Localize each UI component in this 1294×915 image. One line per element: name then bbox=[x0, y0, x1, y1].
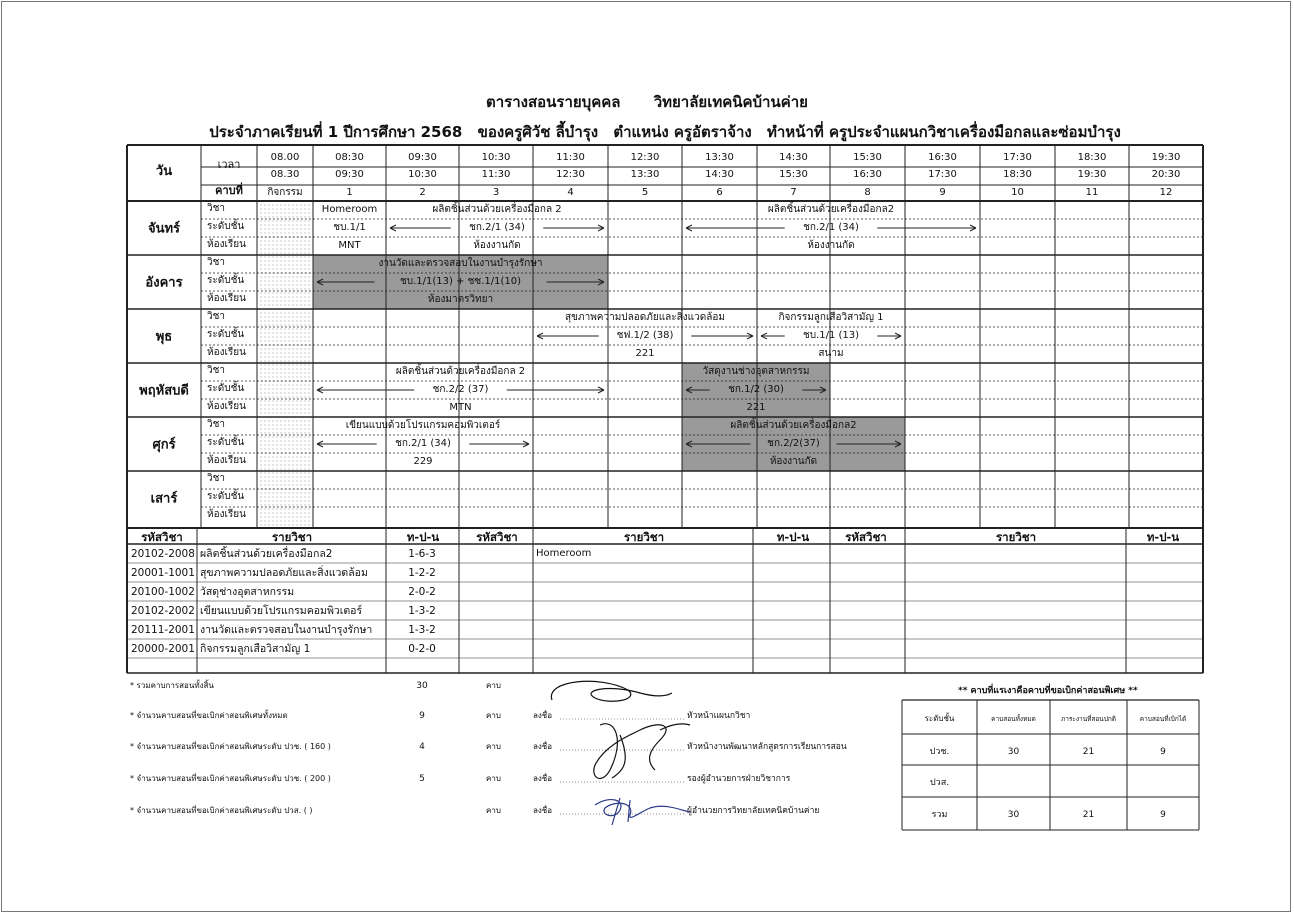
session-level: ชฟ.1/2 (38) bbox=[616, 330, 674, 341]
special-header: คาบสอนทั้งหมด bbox=[991, 715, 1036, 723]
signer-role: หัวหน้าแผนกวิชา bbox=[687, 711, 751, 721]
row-label: ระดับชั้น bbox=[207, 275, 245, 286]
duty-text: ทำหน้าที่ ครูประจำแผนกวิชาเครื่องมือกลและซ่อมบำรุง bbox=[767, 123, 1121, 141]
time-start: 11:30 bbox=[556, 152, 585, 163]
time-start: 09:30 bbox=[408, 152, 437, 163]
special-header: ระดับชั้น bbox=[924, 714, 955, 723]
special-cell: 9 bbox=[1160, 747, 1166, 757]
subject-code-header: รหัสวิชา bbox=[141, 530, 183, 544]
time-end: 17:30 bbox=[928, 169, 957, 180]
signer-role: รองผู้อำนวยการฝ่ายวิชาการ bbox=[687, 774, 791, 784]
time-end: 19:30 bbox=[1077, 169, 1107, 180]
shade-note: ** คาบที่แรเงาคือคาบที่ขอเบิกค่าสอนพิเศษ ** bbox=[958, 686, 1138, 696]
time-header: เวลา bbox=[217, 158, 241, 171]
sign-label: ลงชื่อ bbox=[533, 806, 553, 815]
subject-hours: 2-0-2 bbox=[408, 586, 436, 598]
session-level: ชก.2/1 (34) bbox=[803, 222, 859, 233]
special-header: คาบสอนที่เบิกได้ bbox=[1139, 715, 1187, 723]
subject-name: งานวัดและตรวจสอบในงานบำรุงรักษา bbox=[200, 624, 373, 636]
row-label: ห้องเรียน bbox=[207, 293, 246, 304]
summary-value: 9 bbox=[419, 711, 425, 721]
session-subject: งานวัดและตรวจสอบในงานบำรุงรักษา bbox=[378, 258, 543, 269]
time-end: 11:30 bbox=[481, 169, 511, 180]
row-label: ห้องเรียน bbox=[207, 401, 246, 412]
session-room: ห้องงานกัด bbox=[769, 456, 818, 467]
row-label: ห้องเรียน bbox=[207, 509, 246, 520]
semester-text: ประจำภาคเรียนที่ 1 ปีการศึกษา 2568 bbox=[209, 123, 463, 141]
time-end: 20:30 bbox=[1151, 169, 1181, 180]
session-level: ชก.2/2 (37) bbox=[432, 384, 489, 395]
time-end: 18:30 bbox=[1003, 169, 1032, 180]
special-header: ภาระงานที่สอนปกติ bbox=[1060, 715, 1117, 723]
summary-label: * รวมคาบการสอนทั้งสิ้น bbox=[130, 681, 214, 690]
day-label: พฤหัสบดี bbox=[139, 383, 189, 399]
session-subject: Homeroom bbox=[321, 204, 378, 215]
time-start: 08:30 bbox=[335, 152, 364, 163]
period-number: 10 bbox=[1011, 187, 1024, 198]
sign-label: ลงชื่อ bbox=[533, 711, 553, 720]
summary-label: * จำนวนคาบสอนที่ขอเบิกค่าสอนพิเศษระดับ ปวช. ( 160 ) bbox=[130, 742, 331, 751]
time-start: 10:30 bbox=[481, 152, 511, 163]
row-label: ระดับชั้น bbox=[207, 221, 245, 232]
time-end: 16:30 bbox=[853, 169, 882, 180]
subject-hours: 1-3-2 bbox=[408, 624, 436, 636]
time-start: 13:30 bbox=[705, 152, 734, 163]
sign-label: ลงชื่อ bbox=[533, 774, 553, 783]
activity-column-shade bbox=[257, 201, 313, 528]
college-name: วิทยาลัยเทคนิคบ้านค่าย bbox=[653, 93, 808, 111]
session-subject: ผลิตชิ้นส่วนด้วยเครื่องมือกล2 bbox=[730, 420, 857, 431]
day-label: จันทร์ bbox=[147, 221, 181, 237]
subject-code-header-2: รหัสวิชา bbox=[476, 530, 518, 544]
row-label: วิชา bbox=[207, 419, 226, 430]
session-room: MTN bbox=[449, 402, 472, 413]
session-room: 221 bbox=[746, 402, 766, 413]
session-level: ชก.1/2 (30) bbox=[728, 384, 784, 395]
time-start: 16:30 bbox=[928, 152, 957, 163]
position-text: ตำแหน่ง ครูอัตราจ้าง bbox=[613, 123, 752, 141]
time-start: 18:30 bbox=[1077, 152, 1107, 163]
special-cell: 30 bbox=[1007, 747, 1020, 757]
session-subject: กิจกรรมลูกเสือวิสามัญ 1 bbox=[778, 312, 884, 323]
time-end: 13:30 bbox=[630, 169, 660, 180]
special-cell: ปวส. bbox=[929, 778, 950, 788]
summary-unit: คาบ bbox=[486, 711, 501, 720]
subject-hours: 0-2-0 bbox=[408, 643, 436, 655]
session-room: ห้องมาตรวิทยา bbox=[427, 294, 494, 305]
special-cell: ปวช. bbox=[929, 747, 950, 757]
row-label: วิชา bbox=[207, 365, 226, 376]
period-number: 8 bbox=[864, 187, 871, 198]
period-number: กิจกรรม bbox=[267, 187, 303, 198]
session-level: ชก.2/1 (34) bbox=[395, 438, 451, 449]
session-room: 221 bbox=[635, 348, 655, 359]
special-cell: 21 bbox=[1082, 747, 1095, 757]
subject-hours-header: ท-ป-น bbox=[406, 530, 440, 544]
session-subject: ผลิตชิ้นส่วนด้วยเครื่องมือกล2 bbox=[767, 204, 895, 215]
special-cell: 21 bbox=[1082, 810, 1095, 820]
summary-unit: คาบ bbox=[486, 742, 501, 751]
period-number: 3 bbox=[492, 187, 500, 198]
title-text: ตารางสอนรายบุคคล bbox=[486, 93, 621, 111]
special-cell: 30 bbox=[1007, 810, 1020, 820]
session-level: ชบ.1/1 (13) bbox=[802, 330, 860, 341]
subject-code: 20001-1001 bbox=[131, 567, 195, 579]
subject-hours-header-2: ท-ป-น bbox=[776, 530, 810, 544]
subject-name-header-3: รายวิชา bbox=[995, 530, 1037, 544]
day-header: วัน bbox=[155, 164, 173, 179]
session-subject: ผลิตชิ้นส่วนด้วยเครื่องมือกล 2 bbox=[395, 366, 526, 377]
subject-name-header-2: รายวิชา bbox=[623, 530, 665, 544]
session-level: ชก.2/1 (34) bbox=[469, 222, 525, 233]
row-label: วิชา bbox=[207, 311, 226, 322]
row-label: วิชา bbox=[207, 203, 226, 214]
subject-name: สุขภาพความปลอดภัยและสิ่งแวดล้อม bbox=[200, 567, 368, 579]
teacher-name: ของครูศิวัช ลี้บำรุง bbox=[477, 123, 599, 141]
subject-hours: 1-3-2 bbox=[408, 605, 436, 617]
session-subject: ผลิตชิ้นส่วนด้วยเครื่องมือกล 2 bbox=[432, 204, 562, 215]
row-label: ระดับชั้น bbox=[207, 491, 245, 502]
period-number: 9 bbox=[939, 187, 946, 198]
row-label: ระดับชั้น bbox=[207, 383, 245, 394]
subject-name: กิจกรรมลูกเสือวิสามัญ 1 bbox=[200, 643, 311, 655]
session-room: สนาม bbox=[818, 348, 844, 359]
time-start: 08.00 bbox=[270, 152, 300, 163]
special-cell: รวม bbox=[931, 810, 948, 820]
period-number: 4 bbox=[567, 187, 574, 198]
subject-name: วัสดุช่างอุตสาหกรรม bbox=[200, 586, 295, 598]
session-level: ชก.2/2(37) bbox=[767, 438, 820, 449]
subject-code: 20111-2001 bbox=[131, 624, 195, 636]
subject-hours-header-3: ท-ป-น bbox=[1146, 530, 1180, 544]
row-label: ห้องเรียน bbox=[207, 455, 246, 466]
time-start: 12:30 bbox=[630, 152, 660, 163]
session-room: ห้องงานกัด bbox=[807, 240, 855, 251]
row-label: วิชา bbox=[207, 473, 226, 484]
subject-code: 20100-1002 bbox=[131, 586, 195, 598]
summary-label: * จำนวนคาบสอนที่ขอเบิกค่าสอนพิเศษระดับ ปวช. ( 200 ) bbox=[130, 774, 331, 783]
subject-name: ผลิตชิ้นส่วนด้วยเครื่องมือกล2 bbox=[200, 548, 333, 560]
subject-code-header-3: รหัสวิชา bbox=[845, 530, 887, 544]
period-number: 1 bbox=[346, 187, 353, 198]
period-number: 2 bbox=[419, 187, 426, 198]
row-label: ห้องเรียน bbox=[207, 239, 246, 250]
session-level: ชบ.1/1(13) + ชซ.1/1(10) bbox=[399, 276, 522, 287]
period-number: 11 bbox=[1085, 187, 1099, 198]
summary-unit: คาบ bbox=[486, 681, 501, 690]
session-subject: วัสดุงานช่างอุตสาหกรรม bbox=[702, 366, 810, 377]
period-header: คาบที่ bbox=[215, 184, 243, 197]
session-subject: เขียนแบบด้วยโปรแกรมคอมพิวเตอร์ bbox=[345, 420, 501, 431]
time-start: 19:30 bbox=[1151, 152, 1181, 163]
subject-code: 20102-2002 bbox=[131, 605, 195, 617]
time-start: 17:30 bbox=[1003, 152, 1032, 163]
day-label: อังคาร bbox=[145, 275, 183, 291]
session-room: 229 bbox=[413, 456, 433, 467]
subject-hours: 1-6-3 bbox=[408, 548, 436, 560]
session-room: MNT bbox=[338, 240, 361, 251]
period-number: 7 bbox=[790, 187, 797, 198]
time-end: 08.30 bbox=[270, 169, 300, 180]
summary-value: 5 bbox=[419, 774, 425, 784]
session-room: ห้องงานกัด bbox=[473, 240, 521, 251]
time-end: 14:30 bbox=[705, 169, 734, 180]
row-label: ระดับชั้น bbox=[207, 329, 245, 340]
subject-name: เขียนแบบด้วยโปรแกรมคอมพิวเตอร์ bbox=[200, 605, 363, 617]
day-label: พุธ bbox=[155, 329, 173, 345]
time-end: 15:30 bbox=[779, 169, 808, 180]
time-end: 09:30 bbox=[335, 169, 364, 180]
period-number: 6 bbox=[716, 187, 723, 198]
special-cell: 9 bbox=[1160, 810, 1166, 820]
row-label: ห้องเรียน bbox=[207, 347, 246, 358]
subject-code: 20000-2001 bbox=[131, 643, 195, 655]
period-number: 5 bbox=[641, 187, 649, 198]
time-end: 12:30 bbox=[556, 169, 585, 180]
summary-unit: คาบ bbox=[486, 774, 501, 783]
time-end: 10:30 bbox=[408, 169, 437, 180]
summary-label: * จำนวนคาบสอนที่ขอเบิกค่าสอนพิเศษทั้งหมด bbox=[130, 711, 288, 720]
summary-value: 4 bbox=[419, 742, 425, 752]
time-start: 15:30 bbox=[853, 152, 882, 163]
summary-unit: คาบ bbox=[486, 806, 501, 815]
subject-hours: 1-2-2 bbox=[408, 567, 436, 579]
summary-value: 30 bbox=[416, 681, 428, 691]
signer-role: ผู้อำนวยการวิทยาลัยเทคนิคบ้านค่าย bbox=[687, 806, 820, 816]
time-start: 14:30 bbox=[779, 152, 808, 163]
signer-role: หัวหน้างานพัฒนาหลักสูตรการเรียนการสอน bbox=[687, 742, 847, 752]
session-subject: สุขภาพความปลอดภัยและสิ่งแวดล้อม bbox=[565, 312, 725, 323]
row-label: ระดับชั้น bbox=[207, 437, 245, 448]
subject-name: Homeroom bbox=[536, 548, 592, 559]
day-label: ศุกร์ bbox=[152, 437, 176, 453]
sign-label: ลงชื่อ bbox=[533, 742, 553, 751]
subject-code: 20102-2008 bbox=[131, 548, 195, 560]
session-level: ชบ.1/1 bbox=[333, 222, 366, 233]
row-label: วิชา bbox=[207, 257, 226, 268]
subject-name-header: รายวิชา bbox=[271, 530, 313, 544]
period-number: 12 bbox=[1159, 187, 1173, 198]
summary-label: * จำนวนคาบสอนที่ขอเบิกค่าสอนพิเศษระดับ ปวส. ( ) bbox=[130, 806, 313, 815]
day-label: เสาร์ bbox=[150, 491, 178, 507]
